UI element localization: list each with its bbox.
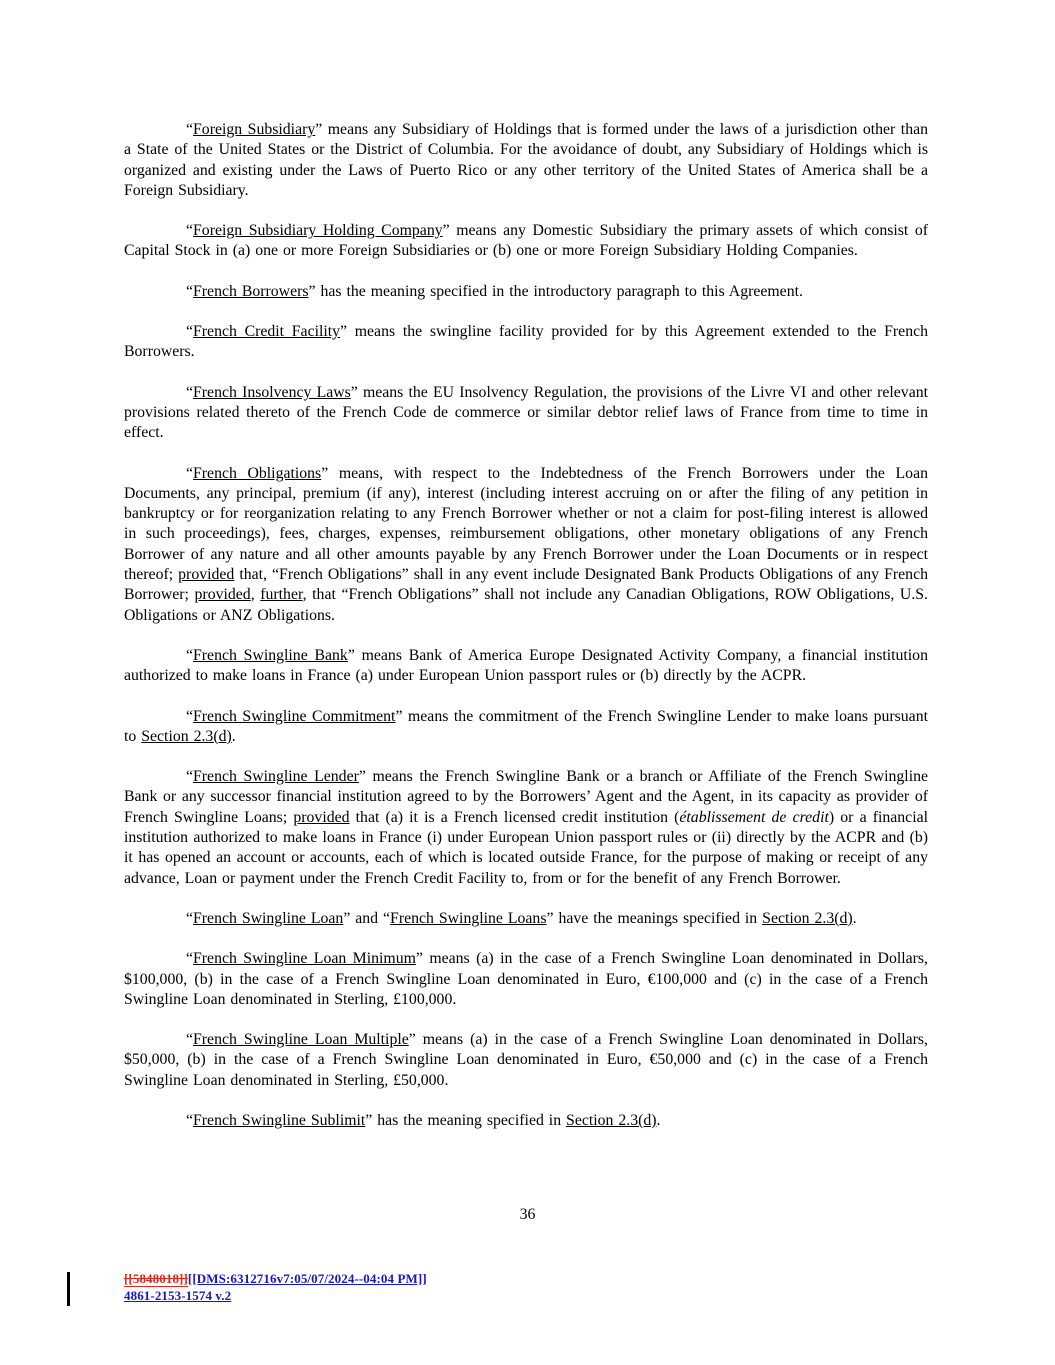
text-run: ” have the meanings specified in	[546, 909, 763, 927]
text-run: “	[186, 323, 194, 341]
def-french-swingline-bank	[124, 646, 928, 687]
def-french-swingline-sublimit	[124, 1111, 928, 1131]
text-run: .	[852, 909, 857, 927]
text-run: that (a) it is a French licensed credit institution (	[349, 808, 680, 826]
defined-term: French Swingline Bank	[193, 646, 348, 664]
text-run: “	[186, 909, 194, 927]
defined-term: French Swingline Lender	[193, 768, 359, 786]
footer-line-2	[124, 1288, 427, 1305]
footer-document-id: 4861-2153-1574 v.2	[124, 1287, 232, 1303]
defined-term: French Swingline Loan Multiple	[193, 1031, 409, 1049]
text-run: “	[186, 383, 194, 401]
foreign-phrase: établissement de credit	[679, 808, 829, 826]
defined-term: French Swingline Loans	[390, 909, 547, 927]
text-run: “	[186, 1031, 194, 1049]
defined-term: French Insolvency Laws	[193, 383, 351, 401]
text-run: ” has the meaning specified in	[365, 1111, 567, 1129]
text-run: .	[231, 727, 236, 745]
def-french-insolvency-laws	[124, 383, 928, 444]
text-run: ,	[250, 586, 261, 604]
section-reference: Section 2.3(d)	[762, 909, 853, 927]
def-french-obligations	[124, 464, 928, 626]
footer-dms-stamp: [[DMS:6312716v7:05/07/2024--04:04 PM]]	[187, 1271, 427, 1286]
defined-term: French Swingline Sublimit	[193, 1111, 366, 1129]
def-french-borrowers	[124, 282, 928, 302]
text-run: ” means the French Swingline Bank or a branch or Affiliate of the French Swingline Bank or any successor financial institution agreed to by the Borrowers’ Agent and the Agent, in its capacity as provider of French Swingline Loans;	[124, 768, 928, 826]
text-run: ” means, with respect to the Indebtedness of the French Borrowers under the Loan Documents, any principal, premium (if any), interest (including interest accruing on or after the filing of any petition in bankruptcy or for reorganization relating to any French Borrower whether or not a claim for post-filing interest is allowed in such proceedings), fees, charges, expenses, reimbursement obligations, other monetary obligations of any French Borrower of any nature and all other amounts payable by any French Borrower under the Loan Documents or in respect thereof;	[124, 464, 928, 584]
text-run: .	[656, 1111, 661, 1129]
text-run: ” means (a) in the case of a French Swingline Loan denominated in Dollars, $50,000, (b) in the case of a French Swingline Loan denominated in Euro, €50,000 and (c) in the case of a French Swingline Loan denominated in Sterling, £50,000.	[124, 1031, 928, 1089]
defined-term: Foreign Subsidiary	[193, 121, 316, 138]
def-french-swingline-loan-multiple	[124, 1030, 928, 1091]
change-bar	[67, 1272, 70, 1306]
document-body	[124, 120, 928, 1151]
def-foreign-subsidiary-holding-company	[124, 221, 928, 262]
text-run: ” has the meaning specified in the introductory paragraph to this Agreement.	[308, 282, 803, 300]
section-reference: Section 2.3(d)	[566, 1111, 657, 1129]
footer-line-1	[124, 1271, 427, 1288]
text-run: that, “French Obligations” shall in any event include Designated Bank Products Obligations of any French Borrower;	[124, 566, 928, 604]
text-run: ” means Bank of America Europe Designated Activity Company, a financial institution authorized to make loans in France (a) under European Union passport rules or (b) directly by the ACPR.	[124, 646, 928, 685]
defined-term: French Borrowers	[193, 282, 309, 300]
text-run: “	[186, 464, 194, 482]
text-run: “	[186, 707, 194, 725]
text-run: ) or a financial institution authorized to make loans in France (i) under European Union passport rules or (ii) directly by the ACPR and (b) it has opened an account or accounts, each of which is located outside France, for the purpose of making or receipt of any advance, Loan or payment under the French Credit Facility to, from or for the benefit of any French Borrower.	[124, 808, 928, 887]
defined-term: Foreign Subsidiary Holding Company	[193, 222, 443, 240]
proviso-term: provided	[194, 586, 251, 604]
text-run: “	[186, 1111, 194, 1129]
text-run: , that “French Obligations” shall not include any Canadian Obligations, ROW Obligations, U.S. Obligations or ANZ Obligations.	[124, 586, 929, 624]
text-run: “	[186, 950, 194, 968]
text-run: “	[186, 121, 194, 138]
defined-term: French Credit Facility	[193, 323, 341, 341]
footer-stamp	[124, 1271, 427, 1304]
proviso-term: further	[260, 586, 303, 604]
def-french-swingline-commitment	[124, 707, 928, 748]
text-run: ” and “	[343, 909, 391, 927]
proviso-term: provided	[178, 566, 235, 584]
defined-term: French Swingline Loan Minimum	[193, 950, 416, 968]
text-run: ” means the swingline facility provided for by this Agreement extended to the French Borrowers.	[124, 323, 929, 361]
def-french-swingline-loan	[124, 909, 928, 929]
def-foreign-subsidiary	[124, 120, 928, 201]
text-run: “	[186, 768, 194, 786]
defined-term: French Swingline Loan	[193, 909, 344, 927]
def-french-swingline-loan-minimum	[124, 949, 928, 1010]
footer-deleted-stamp: [[5848018]]	[124, 1271, 188, 1286]
def-french-credit-facility	[124, 322, 928, 363]
text-run: ” means the EU Insolvency Regulation, the provisions of the Livre VI and other relevant provisions related thereto of the French Code de commerce or similar debtor relief laws of France from time to time in effect.	[124, 383, 928, 442]
defined-term: French Swingline Commitment	[193, 707, 396, 725]
proviso-term: provided	[293, 808, 350, 826]
text-run: ” means the commitment of the French Swingline Lender to make loans pursuant to	[124, 707, 928, 745]
text-run: “	[186, 222, 194, 240]
section-reference: Section 2.3(d)	[141, 727, 232, 745]
text-run: ” means any Domestic Subsidiary the primary assets of which consist of Capital Stock in (a) one or more Foreign Subsidiaries or (b) one or more Foreign Subsidiary Holding Companies.	[124, 222, 929, 260]
def-french-swingline-lender	[124, 767, 928, 889]
defined-term: French Obligations	[193, 464, 322, 482]
text-run: “	[186, 646, 194, 664]
text-run: ” means (a) in the case of a French Swingline Loan denominated in Dollars, $100,000, (b) in the case of a French Swingline Loan denominated in Euro, €100,000 and (c) in the case of a French Swingline Loan denominated in Sterling, £100,000.	[124, 950, 928, 1008]
text-run: “	[186, 282, 194, 300]
text-run: ” means any Subsidiary of Holdings that is formed under the laws of a jurisdiction other than a State of the United States or the District of Columbia. For the avoidance of doubt, any Subsidiary of Holdings which is organized and existing under the Laws of Puerto Rico or any other territory of the United States of America shall be a Foreign Subsidiary.	[124, 121, 929, 199]
page-number: 36	[519, 1206, 536, 1223]
